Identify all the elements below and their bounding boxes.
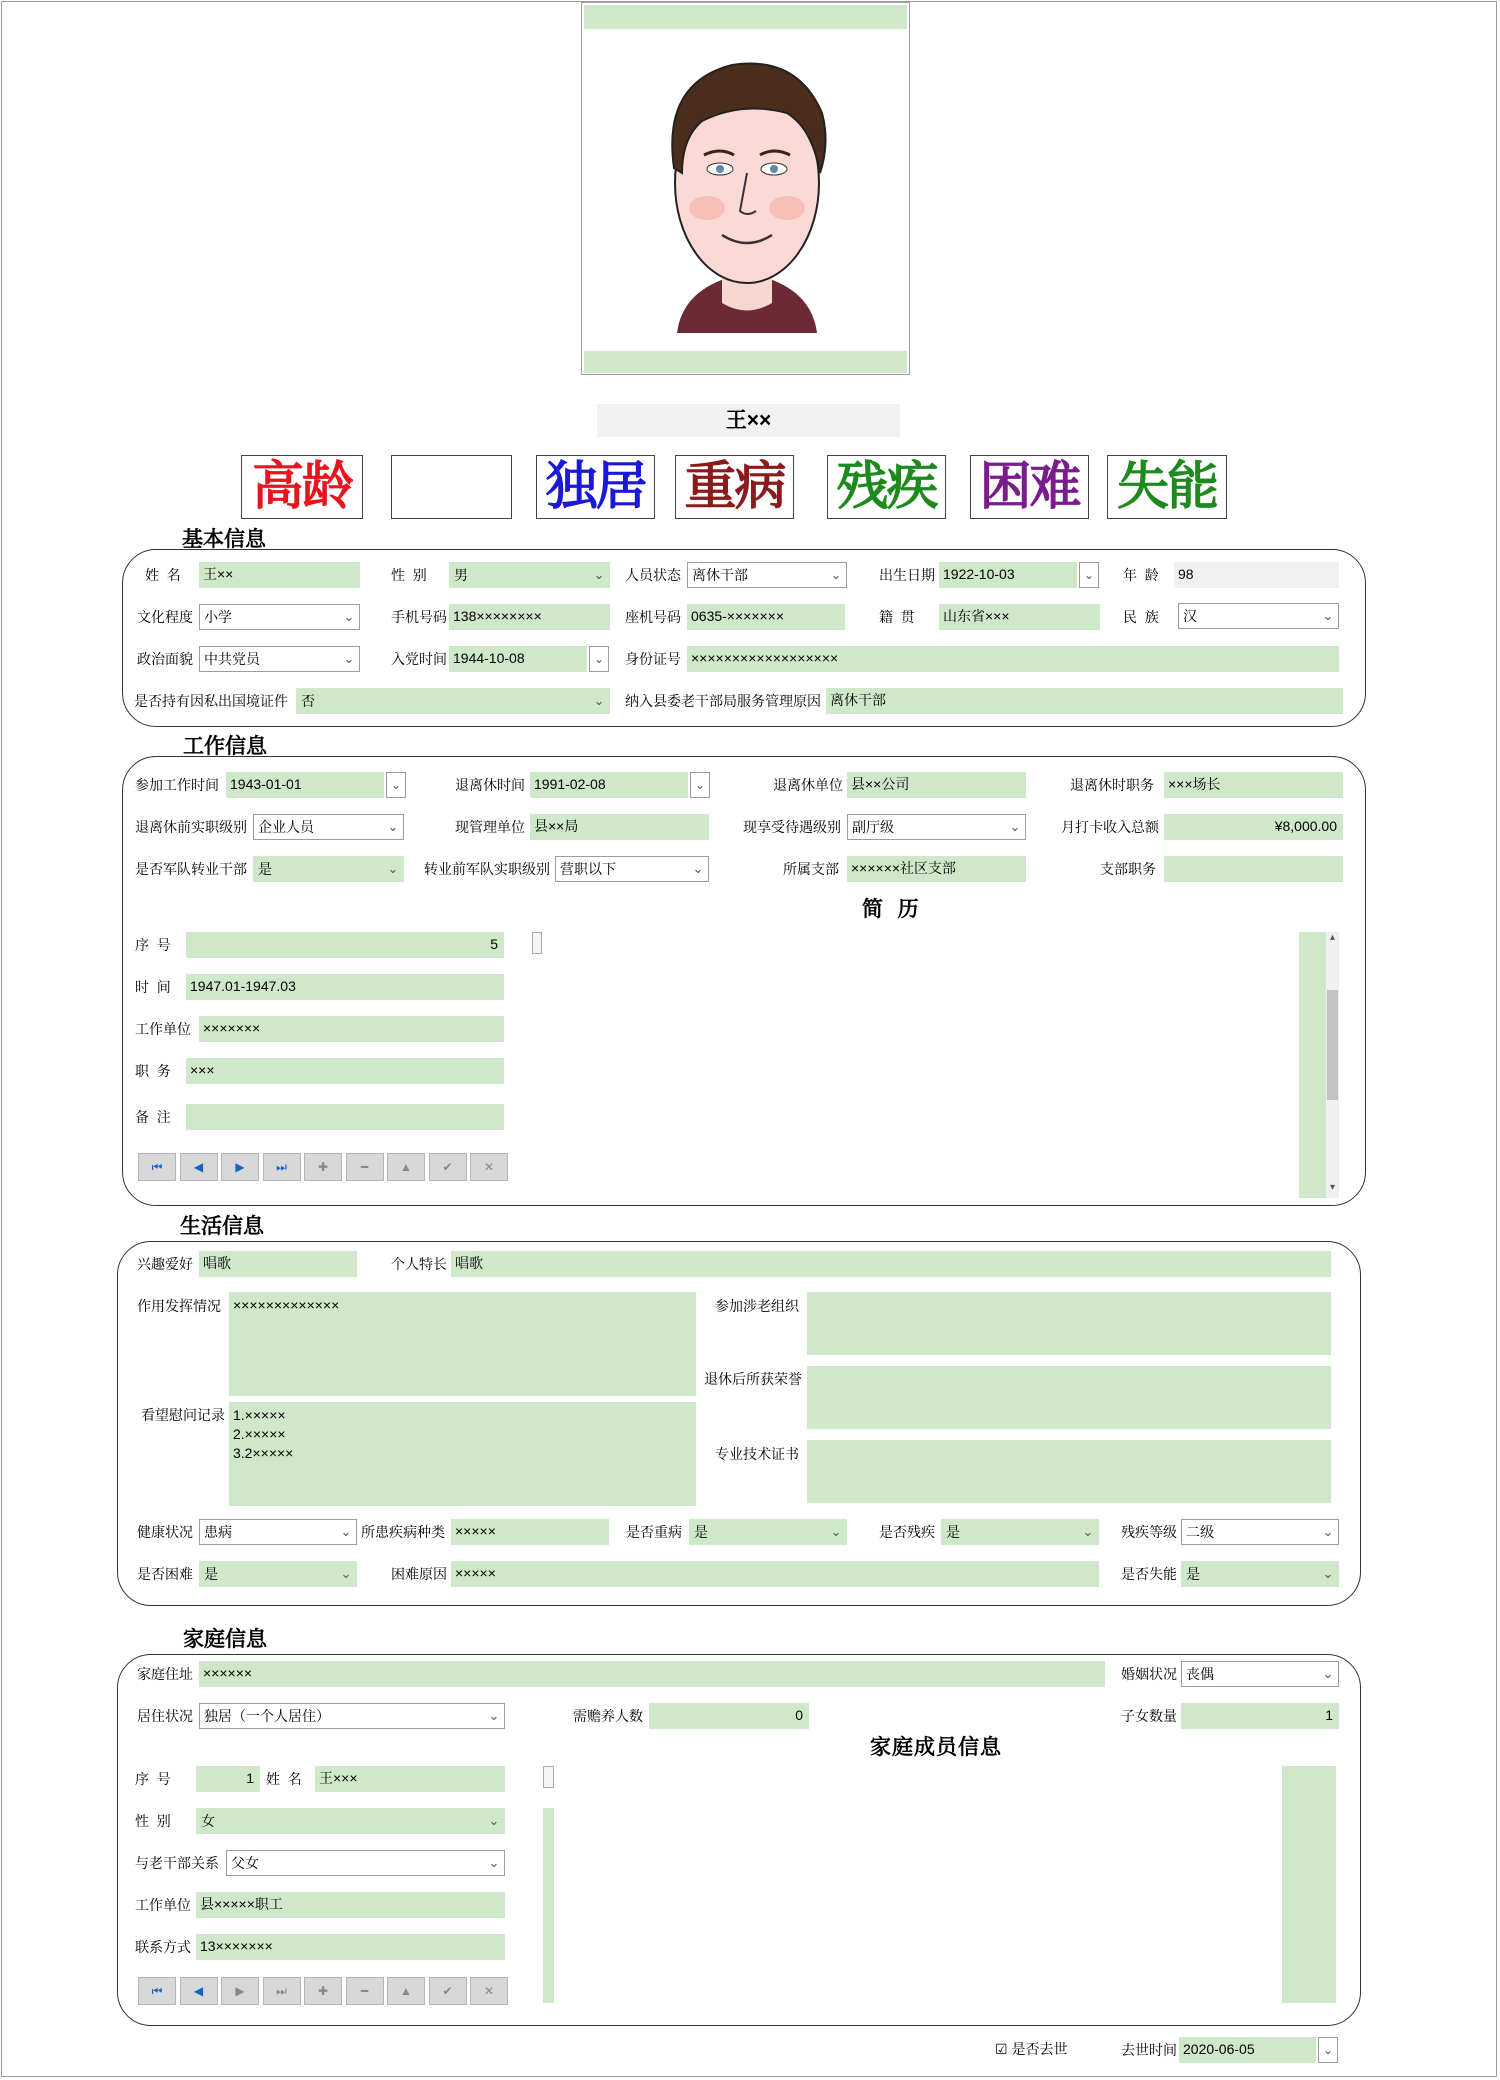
scroll-up-icon[interactable]: ▴ <box>1329 932 1336 943</box>
disabled-label: 是否残疾 <box>879 1524 935 1540</box>
branch-field[interactable]: ××××××社区支部 <box>847 856 1026 882</box>
cancel-record-icon[interactable]: ✕ <box>470 1977 508 2005</box>
birth-field[interactable]: 1922-10-03 <box>939 562 1077 588</box>
retire-job-label: 退离休时职务 <box>1070 777 1154 793</box>
chevron-down-icon: ⌄ <box>340 1566 352 1581</box>
living-value: 独居（一个人居住） <box>204 1708 330 1724</box>
army-level-select[interactable] <box>555 856 709 882</box>
poor-label: 是否困难 <box>137 1566 193 1582</box>
edit-record-icon[interactable]: ▲ <box>387 1977 425 2005</box>
chevron-down-icon: ⌄ <box>1009 819 1021 834</box>
edu-label: 文化程度 <box>137 609 193 625</box>
passport-select[interactable] <box>296 688 610 714</box>
branch-label: 所属支部 <box>783 861 839 877</box>
role-label: 作用发挥情况 <box>137 1298 221 1314</box>
chevron-down-icon: ⌄ <box>488 1813 500 1828</box>
mgmt-label: 现管理单位 <box>455 819 525 835</box>
children-label: 子女数量 <box>1121 1708 1177 1724</box>
member-gender-value: 女 <box>201 1813 215 1829</box>
poor-reason-label: 困难原因 <box>391 1566 447 1582</box>
member-name-label: 姓 名 <box>266 1771 302 1787</box>
retire-date-picker-button[interactable]: ⌄ <box>690 772 710 798</box>
disabled-select[interactable] <box>941 1519 1099 1545</box>
poor-reason-field[interactable]: ××××× <box>451 1561 1099 1587</box>
visit-textarea[interactable]: 1.××××× 2.××××× 3.2××××× <box>229 1402 696 1506</box>
disability-level-value: 二级 <box>1186 1524 1214 1540</box>
prev-record-icon[interactable]: ◀ <box>180 1977 218 2005</box>
chevron-down-icon: ⌄ <box>488 1708 500 1723</box>
level-select[interactable] <box>253 814 404 840</box>
resume-record-navigator <box>138 1153 512 1181</box>
family-members-title: 家庭成员信息 <box>870 1736 1002 1759</box>
party-field[interactable]: 1944-10-08 <box>449 646 587 672</box>
passport-label: 是否持有因私出国境证件 <box>134 693 288 709</box>
political-select[interactable] <box>199 646 360 672</box>
deceased-checkbox[interactable]: ☑ 是否去世 <box>995 2041 1068 2057</box>
photo-bottom-bar <box>584 351 907 373</box>
health-value: 患病 <box>204 1524 232 1540</box>
work-start-field[interactable]: 1943-01-01 <box>226 772 384 798</box>
children-field[interactable]: 1 <box>1181 1703 1339 1729</box>
next-record-icon[interactable]: ▶ <box>221 1977 259 2005</box>
death-date-picker-button[interactable]: ⌄ <box>1318 2037 1338 2063</box>
political-label: 政治面貌 <box>137 651 193 667</box>
disability-level-label: 残疾等级 <box>1121 1524 1177 1540</box>
work-start-date-picker-button[interactable]: ⌄ <box>386 772 406 798</box>
chevron-down-icon: ⌄ <box>1322 1524 1334 1539</box>
member-grid-marker[interactable] <box>543 1766 554 1788</box>
army-value: 是 <box>258 861 272 877</box>
last-record-icon[interactable]: ⏭ <box>263 1153 301 1181</box>
poor-select[interactable] <box>199 1561 357 1587</box>
incap-select[interactable] <box>1181 1561 1339 1587</box>
serious-value: 是 <box>694 1524 708 1540</box>
income-field[interactable]: ¥8,000.00 <box>1164 814 1343 840</box>
work-section-title: 工作信息 <box>183 735 267 758</box>
member-record-navigator <box>138 1977 512 2005</box>
chevron-down-icon: ⌄ <box>593 567 605 582</box>
name-label: 姓 名 <box>145 567 181 583</box>
org-textarea[interactable] <box>807 1292 1331 1355</box>
level-value: 企业人员 <box>258 819 314 835</box>
status-value: 离休干部 <box>692 567 748 583</box>
relation-value: 父女 <box>231 1855 259 1871</box>
chevron-down-icon: ⌄ <box>1322 608 1334 623</box>
skill-label: 个人特长 <box>391 1256 447 1272</box>
birth-date-picker-button[interactable]: ⌄ <box>1079 562 1099 588</box>
party-label: 入党时间 <box>391 651 447 667</box>
gender-select[interactable] <box>449 562 610 588</box>
org-label: 参加涉老组织 <box>715 1298 799 1314</box>
member-name-field[interactable]: 王××× <box>315 1766 505 1792</box>
photo-frame <box>581 2 910 375</box>
chevron-down-icon: ⌄ <box>1082 1524 1094 1539</box>
level-label: 退离休前实职级别 <box>135 819 247 835</box>
resume-note-field[interactable] <box>186 1104 504 1130</box>
death-date-field[interactable]: 2020-06-05 <box>1179 2037 1316 2063</box>
basic-section-title: 基本信息 <box>182 528 266 551</box>
retire-label: 退离休时间 <box>455 777 525 793</box>
retire-unit-field[interactable]: 县××公司 <box>847 772 1026 798</box>
work-start-label: 参加工作时间 <box>135 777 219 793</box>
member-grid-left-bar <box>543 1808 554 2003</box>
address-field[interactable]: ×××××× <box>199 1661 1105 1687</box>
photo-top-bar <box>584 5 907 29</box>
resume-unit-field[interactable]: ××××××× <box>199 1016 504 1042</box>
portrait-image <box>622 43 872 343</box>
branch-job-label: 支部职务 <box>1100 861 1156 877</box>
edu-select[interactable] <box>199 604 360 630</box>
incap-value: 是 <box>1186 1566 1200 1582</box>
disability-level-select[interactable] <box>1181 1519 1339 1545</box>
gender-value: 男 <box>454 567 468 583</box>
cert-label: 专业技术证书 <box>715 1446 799 1462</box>
hobby-label: 兴趣爱好 <box>137 1256 193 1272</box>
chevron-down-icon: ⌄ <box>593 693 605 708</box>
living-select[interactable] <box>199 1703 505 1729</box>
tag-empty <box>391 455 512 519</box>
address-label: 家庭住址 <box>137 1666 193 1682</box>
serious-label: 是否重病 <box>626 1524 682 1540</box>
relation-select[interactable] <box>226 1850 505 1876</box>
army-select[interactable] <box>253 856 404 882</box>
party-date-picker-button[interactable]: ⌄ <box>589 646 609 672</box>
chevron-down-icon: ⌄ <box>1322 1666 1334 1681</box>
family-section-title: 家庭信息 <box>183 1628 267 1651</box>
resume-duty-label: 职 务 <box>135 1063 171 1079</box>
member-unit-field[interactable]: 县×××××职工 <box>196 1892 505 1918</box>
cert-textarea[interactable] <box>807 1440 1331 1503</box>
resume-note-label: 备 注 <box>135 1109 171 1125</box>
delete-record-icon[interactable]: ━ <box>346 1153 384 1181</box>
birth-label: 出生日期 <box>879 567 935 583</box>
tag-living-alone: 独居 <box>536 455 655 519</box>
phone-field[interactable]: 0635-××××××× <box>687 604 845 630</box>
chevron-down-icon: ⌄ <box>488 1855 500 1870</box>
member-gender-select[interactable] <box>196 1808 505 1834</box>
name-field[interactable]: 王×× <box>199 562 360 588</box>
person-name: 王×× <box>597 404 900 437</box>
incap-label: 是否失能 <box>1121 1566 1177 1582</box>
add-record-icon[interactable]: ✚ <box>304 1977 342 2005</box>
deceased-label: 是否去世 <box>1011 2041 1068 2057</box>
resume-title: 简 历 <box>862 898 920 921</box>
ethnic-value: 汉 <box>1183 608 1197 624</box>
branch-job-field[interactable] <box>1164 856 1343 882</box>
treat-label: 现享受待遇级别 <box>743 819 841 835</box>
tag-elderly: 高龄 <box>241 455 363 519</box>
age-label: 年 龄 <box>1123 567 1159 583</box>
chevron-down-icon: ⌄ <box>1322 1566 1334 1581</box>
resume-seq-label: 序 号 <box>135 937 171 953</box>
chevron-down-icon: ⌄ <box>343 651 355 666</box>
first-record-icon[interactable]: ⏮ <box>138 1153 176 1181</box>
life-section-title: 生活信息 <box>180 1215 264 1238</box>
honor-label: 退休后所获荣誉 <box>704 1371 802 1387</box>
passport-value: 否 <box>301 693 315 709</box>
resume-seq-field[interactable]: 5 <box>186 932 504 958</box>
tag-incapacitated: 失能 <box>1107 455 1227 519</box>
chevron-down-icon: ⌄ <box>830 567 842 582</box>
disease-field[interactable]: ××××× <box>451 1519 609 1545</box>
marital-value: 丧偶 <box>1186 1666 1214 1682</box>
retire-unit-label: 退离休单位 <box>773 777 843 793</box>
relation-label: 与老干部关系 <box>135 1855 219 1871</box>
treat-value: 副厅级 <box>852 819 894 835</box>
first-record-icon[interactable]: ⏮ <box>138 1977 176 2005</box>
status-select[interactable] <box>687 562 847 588</box>
mgmt-field[interactable]: 县××局 <box>530 814 709 840</box>
last-record-icon[interactable]: ⏭ <box>263 1977 301 2005</box>
political-value: 中共党员 <box>204 651 260 667</box>
army-level-value: 营职以下 <box>560 861 616 877</box>
ethnic-select[interactable] <box>1178 603 1339 629</box>
scroll-down-icon[interactable]: ▾ <box>1329 1182 1336 1193</box>
serious-select[interactable] <box>689 1519 847 1545</box>
resume-time-label: 时 间 <box>135 979 171 995</box>
cancel-record-icon[interactable]: ✕ <box>470 1153 508 1181</box>
id-field[interactable]: ×××××××××××××××××× <box>687 646 1339 672</box>
living-label: 居住状况 <box>137 1708 193 1724</box>
mobile-field[interactable]: 138×××××××× <box>449 604 610 630</box>
chevron-down-icon: ⌄ <box>387 861 399 876</box>
confirm-record-icon[interactable]: ✔ <box>429 1977 467 2005</box>
marital-select[interactable] <box>1181 1661 1339 1687</box>
native-field[interactable]: 山东省××× <box>939 604 1100 630</box>
poor-value: 是 <box>204 1566 218 1582</box>
support-label: 需赡养人数 <box>573 1708 643 1724</box>
resume-duty-field[interactable]: ××× <box>186 1058 504 1084</box>
chevron-down-icon: ⌄ <box>340 1524 352 1539</box>
honor-textarea[interactable] <box>807 1366 1331 1429</box>
mobile-label: 手机号码 <box>391 609 447 625</box>
member-gender-label: 性 别 <box>135 1813 171 1829</box>
health-select[interactable] <box>199 1519 357 1545</box>
edit-record-icon[interactable]: ▲ <box>387 1153 425 1181</box>
army-label: 是否军队转业干部 <box>135 861 247 877</box>
age-field: 98 <box>1174 562 1339 588</box>
add-record-icon[interactable]: ✚ <box>304 1153 342 1181</box>
delete-record-icon[interactable]: ━ <box>346 1977 384 2005</box>
retire-field[interactable]: 1991-02-08 <box>530 772 688 798</box>
next-record-icon[interactable]: ▶ <box>221 1153 259 1181</box>
reason-field[interactable]: 离休干部 <box>826 688 1343 714</box>
ethnic-label: 民 族 <box>1123 609 1159 625</box>
native-label: 籍 贯 <box>879 609 915 625</box>
resume-unit-label: 工作单位 <box>135 1021 191 1037</box>
resume-grid-marker[interactable] <box>532 932 542 954</box>
resume-scroll-thumb[interactable] <box>1327 990 1338 1100</box>
disabled-value: 是 <box>946 1524 960 1540</box>
treat-select[interactable] <box>847 814 1026 840</box>
health-label: 健康状况 <box>137 1524 193 1540</box>
tag-disabled: 残疾 <box>827 455 946 519</box>
confirm-record-icon[interactable]: ✔ <box>429 1153 467 1181</box>
contact-field[interactable]: 13××××××× <box>196 1934 505 1960</box>
member-seq-label: 序 号 <box>135 1771 171 1787</box>
death-date-label: 去世时间 <box>1121 2042 1177 2058</box>
tag-serious-illness: 重病 <box>675 455 794 519</box>
role-textarea[interactable]: ××××××××××××× <box>229 1292 696 1396</box>
edu-value: 小学 <box>204 609 232 625</box>
hobby-field[interactable]: 唱歌 <box>199 1251 357 1277</box>
chevron-down-icon: ⌄ <box>387 819 399 834</box>
member-seq-field[interactable]: 1 <box>196 1766 260 1792</box>
visit-label: 看望慰问记录 <box>141 1407 225 1423</box>
support-field[interactable]: 0 <box>649 1703 809 1729</box>
income-label: 月打卡收入总额 <box>1061 819 1159 835</box>
member-unit-label: 工作单位 <box>135 1897 191 1913</box>
id-label: 身份证号 <box>625 651 681 667</box>
army-level-label: 转业前军队实职级别 <box>424 861 550 877</box>
skill-field[interactable]: 唱歌 <box>451 1251 1331 1277</box>
resume-time-field[interactable]: 1947.01-1947.03 <box>186 974 504 1000</box>
phone-label: 座机号码 <box>625 609 681 625</box>
marital-label: 婚姻状况 <box>1121 1666 1177 1682</box>
reason-label: 纳入县委老干部局服务管理原因 <box>625 693 821 709</box>
tag-hardship: 困难 <box>970 455 1089 519</box>
chevron-down-icon: ⌄ <box>830 1524 842 1539</box>
member-grid-scrollbar[interactable] <box>1282 1766 1336 2003</box>
gender-label: 性 别 <box>391 567 427 583</box>
disease-label: 所患疾病种类 <box>361 1524 445 1540</box>
status-label: 人员状态 <box>625 567 681 583</box>
contact-label: 联系方式 <box>135 1939 191 1955</box>
retire-job-field[interactable]: ×××场长 <box>1164 772 1343 798</box>
chevron-down-icon: ⌄ <box>343 609 355 624</box>
chevron-down-icon: ⌄ <box>692 861 704 876</box>
prev-record-icon[interactable]: ◀ <box>180 1153 218 1181</box>
